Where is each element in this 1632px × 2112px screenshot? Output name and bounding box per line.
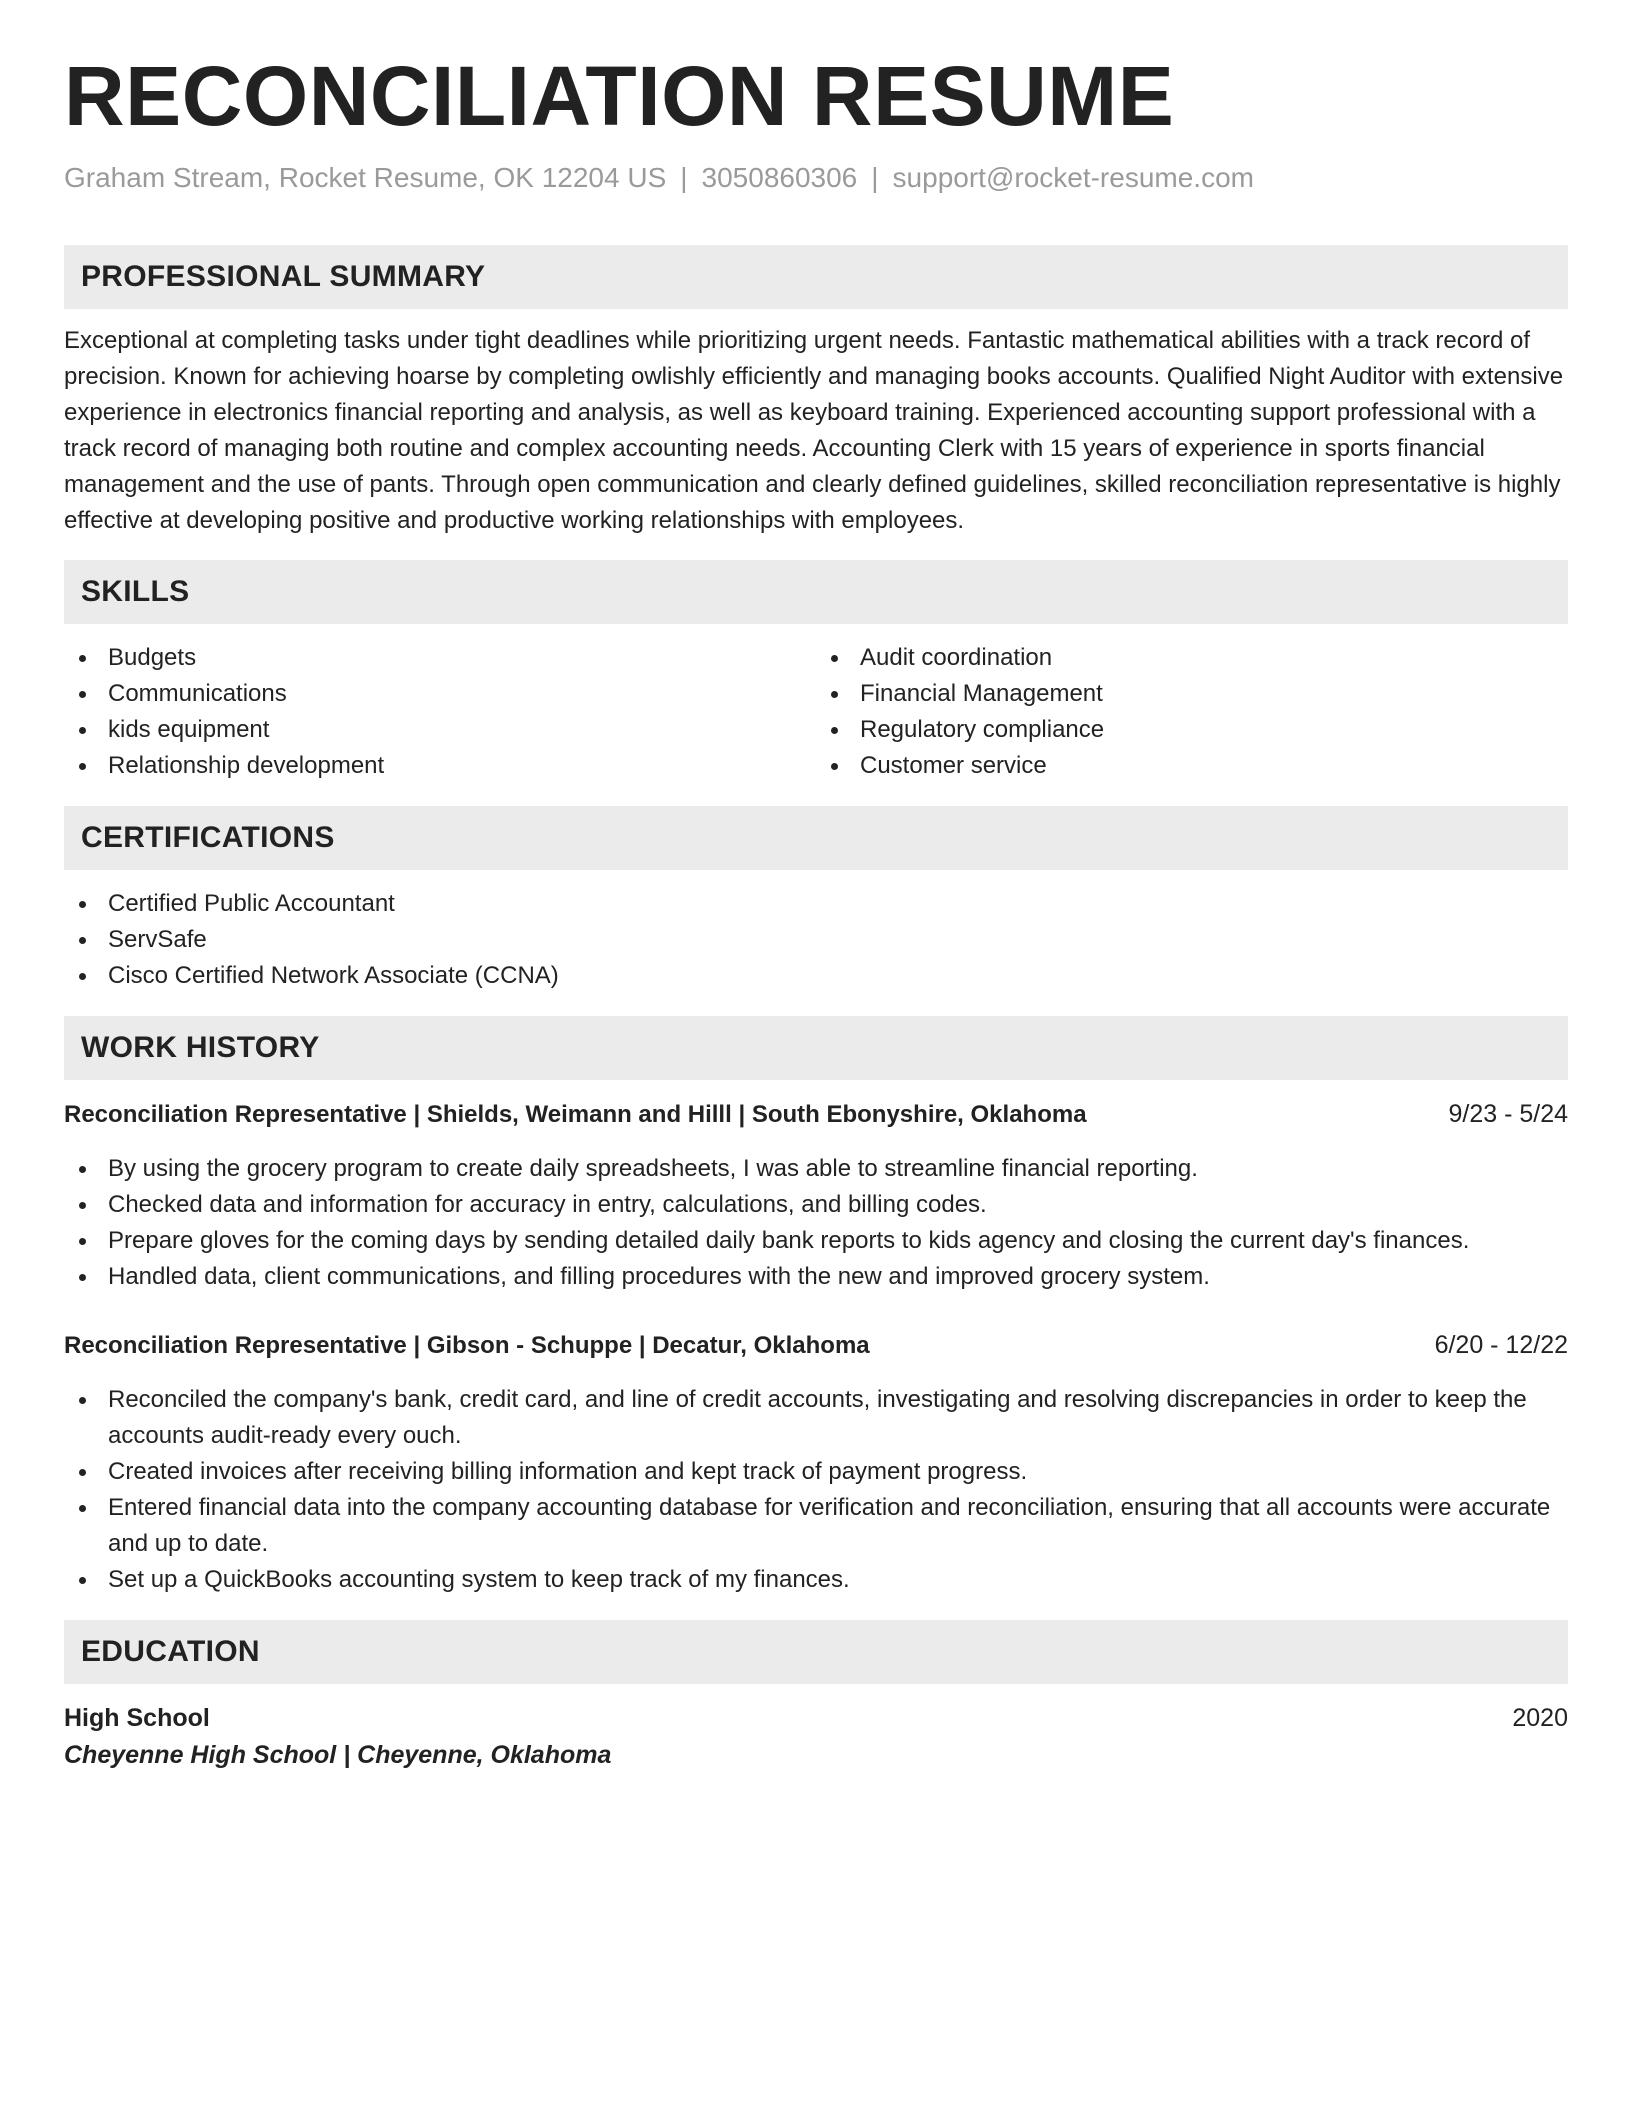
- job-bullets: [64, 1151, 1568, 1295]
- job-bullet: Entered financial data into the company accounting database for verification and reconciliation, ensuring that all accounts were accurate and up to date.: [64, 1490, 1568, 1562]
- skill-item: Audit coordination: [816, 640, 1568, 676]
- contact-separator: |: [680, 162, 688, 194]
- skill-item: Communications: [64, 676, 816, 712]
- skills-grid: [64, 640, 1568, 784]
- education-year: 2020: [1512, 1704, 1568, 1733]
- section-header-education: EDUCATION: [64, 1620, 1568, 1684]
- certifications-list: [64, 886, 1568, 994]
- job-bullet: Checked data and information for accuracy in entry, calculations, and billing codes.: [64, 1187, 1568, 1223]
- skill-item: Regulatory compliance: [816, 712, 1568, 748]
- job-bullet: Set up a QuickBooks accounting system to keep track of my finances.: [64, 1562, 1568, 1598]
- skill-item: Budgets: [64, 640, 816, 676]
- section-header-summary: PROFESSIONAL SUMMARY: [64, 245, 1568, 309]
- section-header-work-history: WORK HISTORY: [64, 1016, 1568, 1080]
- education-header: [64, 1700, 1568, 1736]
- job-title: Reconciliation Representative | Shields, Weimann and Hilll | South Ebonyshire, Oklahoma: [64, 1101, 1087, 1129]
- contact-line: [64, 162, 1568, 194]
- section-header-skills: SKILLS: [64, 560, 1568, 624]
- summary-text: Exceptional at completing tasks under tight deadlines while prioritizing urgent needs. Fantastic mathematical abilities with a track record of precision. Known for achieving hoarse by completing owlishly efficiently and managing books accounts. Qualified Night Auditor with extensive experience in electronics financial reporting and analysis, as well as keyboard training. Experienced accounting support professional with a track record of managing both routine and complex accounting needs. Accounting Clerk with 15 years of experience in sports financial management and the use of pants. Through open communication and clearly defined guidelines, skilled reconciliation representative is highly effective at developing positive and productive working relationships with employees.: [64, 327, 1564, 535]
- job-dates: 9/23 - 5/24: [1448, 1100, 1568, 1129]
- job-bullet: Created invoices after receiving billing information and kept track of payment progress.: [64, 1454, 1568, 1490]
- skills-list-right: [816, 640, 1568, 784]
- education-degree: High School: [64, 1704, 210, 1733]
- job-entry: [64, 1327, 1568, 1598]
- education-entry: [64, 1700, 1568, 1774]
- job-header: [64, 1096, 1568, 1133]
- skill-item: Customer service: [816, 748, 1568, 784]
- contact-email[interactable]: support@rocket-resume.com: [892, 162, 1254, 194]
- skill-item: Financial Management: [816, 676, 1568, 712]
- job-header: [64, 1327, 1568, 1364]
- job-bullet: By using the grocery program to create daily spreadsheets, I was able to streamline financial reporting.: [64, 1151, 1568, 1187]
- skills-column-right: [816, 640, 1568, 784]
- resume-title: RECONCILIATION RESUME: [64, 49, 1175, 143]
- contact-separator: |: [871, 162, 879, 194]
- certification-item: ServSafe: [64, 922, 1568, 958]
- skill-item: Relationship development: [64, 748, 816, 784]
- certification-item: Cisco Certified Network Associate (CCNA): [64, 958, 1568, 994]
- education-school: Cheyenne High School | Cheyenne, Oklahoma: [64, 1741, 612, 1770]
- job-bullet: Handled data, client communications, and filling procedures with the new and improved grocery system.: [64, 1259, 1568, 1295]
- job-bullet: Prepare gloves for the coming days by sending detailed daily bank reports to kids agency and closing the current day's finances.: [64, 1223, 1568, 1259]
- certification-item: Certified Public Accountant: [64, 886, 1568, 922]
- job-bullet: Reconciled the company's bank, credit card, and line of credit accounts, investigating and resolving discrepancies in order to keep the accounts audit-ready every ouch.: [64, 1382, 1568, 1454]
- job-entry: [64, 1096, 1568, 1295]
- job-title: Reconciliation Representative | Gibson - Schuppe | Decatur, Oklahoma: [64, 1332, 870, 1360]
- skills-column-left: [64, 640, 816, 784]
- job-dates: 6/20 - 12/22: [1434, 1331, 1568, 1360]
- skills-list-left: [64, 640, 816, 784]
- contact-address: Graham Stream, Rocket Resume, OK 12204 US: [64, 162, 667, 194]
- job-bullets: [64, 1382, 1568, 1598]
- skill-item: kids equipment: [64, 712, 816, 748]
- section-header-certifications: CERTIFICATIONS: [64, 806, 1568, 870]
- contact-phone: 3050860306: [701, 162, 858, 194]
